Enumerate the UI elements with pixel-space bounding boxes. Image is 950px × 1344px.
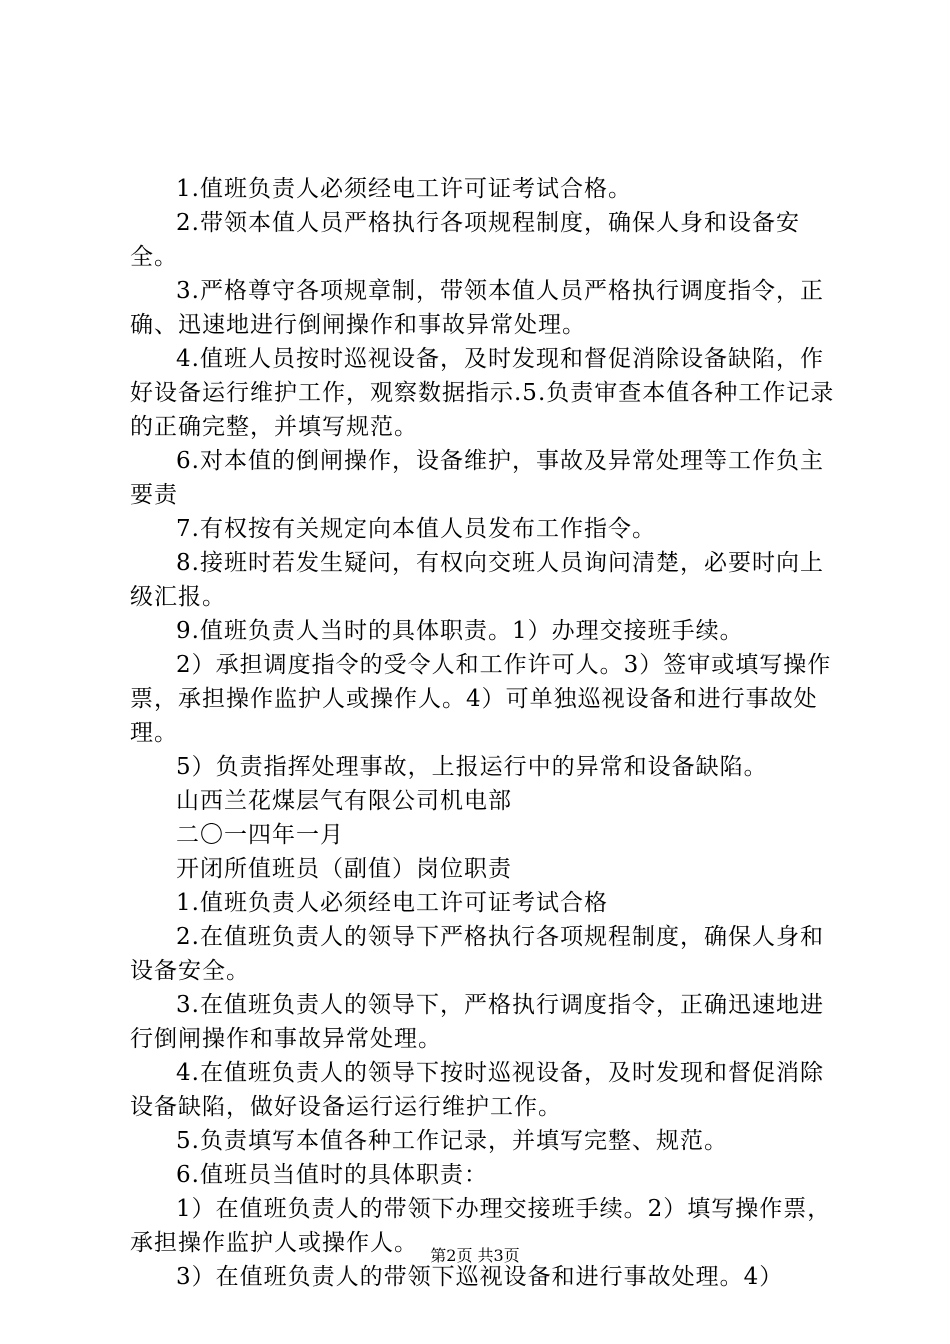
paragraph: 1.值班负责人必须经电工许可证考试合格 xyxy=(176,890,608,916)
paragraph: 5.负责填写本值各种工作记录，并填写完整、规范。 xyxy=(176,1128,728,1154)
paragraph: 2）承担调度指令的受令人和工作许可人。3）签审或填写操作票，承担操作监护人或操作人。4）可单独巡视设备和进行事故处理。 xyxy=(130,652,832,746)
section-title: 开闭所值班员（副值）岗位职责 xyxy=(176,856,512,882)
document-date: 二〇一四年一月 xyxy=(176,822,344,848)
paragraph: 7.有权按有关规定向本值人员发布工作指令。 xyxy=(176,516,656,542)
paragraph: 3.在值班负责人的领导下，严格执行调度指令，正确迅速地进行倒闸操作和事故异常处理。 xyxy=(130,992,824,1052)
paragraph: 8.接班时若发生疑问，有权向交班人员询问清楚，必要时向上级汇报。 xyxy=(130,550,824,610)
paragraph: 1.值班负责人必须经电工许可证考试合格。 xyxy=(176,176,632,202)
paragraph: 2.在值班负责人的领导下严格执行各项规程制度，确保人身和设备安全。 xyxy=(130,924,824,984)
paragraph: 1）在值班负责人的带领下办理交接班手续。2）填写操作票，承担操作监护人或操作人。 xyxy=(130,1196,832,1256)
paragraph: 4.值班人员按时巡视设备，及时发现和督促消除设备缺陷，作好设备运行维护工作，观察数据指示.5.负责审查本值各种工作记录的正确完整，并填写规范。 xyxy=(130,346,835,440)
paragraph: 2.带领本值人员严格执行各项规程制度，确保人身和设备安全。 xyxy=(130,210,800,270)
paragraph: 9.值班负责人当时的具体职责。1）办理交接班手续。 xyxy=(176,618,744,644)
page-number-footer: 第2页 共3页 xyxy=(430,1246,520,1265)
document-body xyxy=(130,172,840,1294)
paragraph: 5）负责指挥处理事故，上报运行中的异常和设备缺陷。 xyxy=(176,754,768,780)
paragraph: 6.值班员当值时的具体职责： xyxy=(176,1162,488,1188)
paragraph: 3）在值班负责人的带领下巡视设备和进行事故处理。4） xyxy=(176,1264,784,1290)
company-name: 山西兰花煤层气有限公司机电部 xyxy=(176,788,512,814)
paragraph: 3.严格尊守各项规章制，带领本值人员严格执行调度指令，正确、迅速地进行倒闸操作和事故异常处理。 xyxy=(130,278,824,338)
paragraph: 4.在值班负责人的领导下按时巡视设备，及时发现和督促消除设备缺陷，做好设备运行运行维护工作。 xyxy=(130,1060,824,1120)
paragraph: 6.对本值的倒闸操作，设备维护，事故及异常处理等工作负主要责 xyxy=(130,448,824,508)
